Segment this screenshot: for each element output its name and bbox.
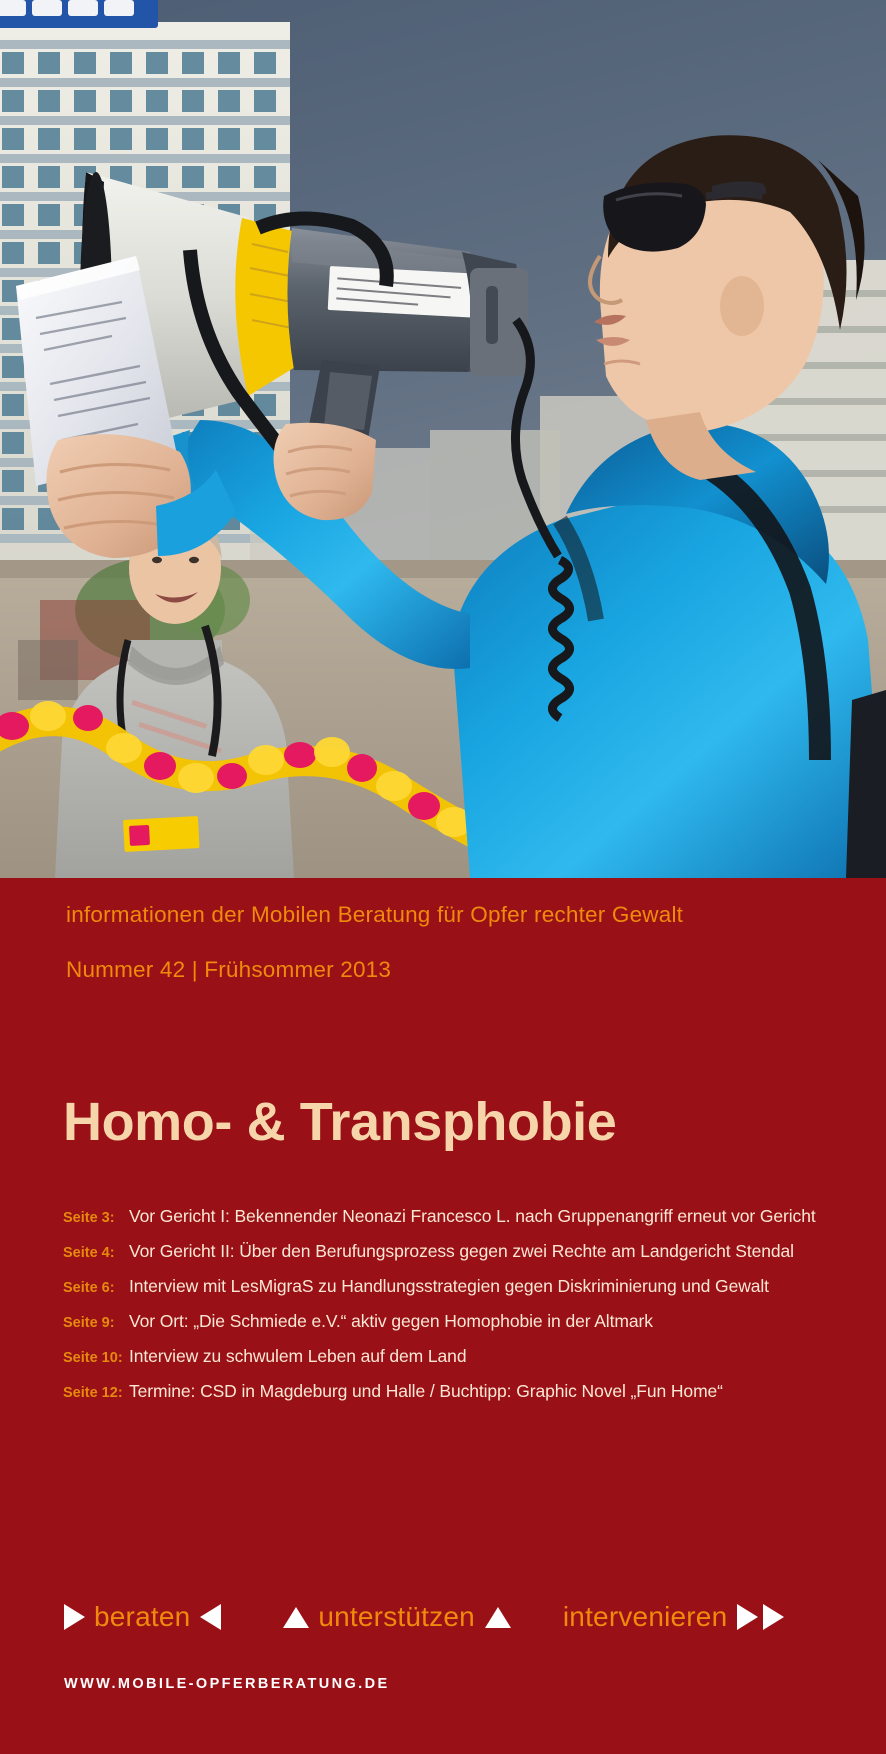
- triangle-right-icon: [763, 1604, 784, 1630]
- toc-page-label: Seite 6:: [63, 1280, 115, 1296]
- triangle-right-icon: [737, 1604, 758, 1630]
- blue-sign: [0, 0, 158, 28]
- cover-title: Homo- & Transphobie: [63, 1092, 617, 1153]
- slogan-group-unterstuetzen: [283, 1603, 511, 1631]
- triangle-left-icon: [200, 1604, 221, 1630]
- triangle-up-icon: [283, 1607, 309, 1628]
- sticker-badge: [123, 816, 200, 852]
- toc-item[interactable]: [63, 1276, 853, 1311]
- website-url[interactable]: WWW.MOBILE-OPFERBERATUNG.DE: [64, 1676, 390, 1692]
- slogan-group-beraten: [64, 1603, 221, 1631]
- slogan-group-intervenieren: [563, 1603, 784, 1631]
- slogan-word-unterstuetzen: unterstützen: [318, 1601, 475, 1632]
- toc-page-label: Seite 12:: [63, 1385, 123, 1401]
- toc-item-title: Vor Gericht II: Über den Berufungsprozess gegen zwei Rechte am Landgericht Stendal: [129, 1241, 794, 1261]
- masthead-kicker: [66, 904, 846, 981]
- table-of-contents: [63, 1206, 853, 1416]
- toc-page-label: Seite 10:: [63, 1350, 123, 1366]
- toc-page-label: Seite 4:: [63, 1245, 115, 1261]
- toc-item-title: Vor Ort: „Die Schmiede e.V.“ aktiv gegen Homophobie in der Altmark: [129, 1311, 653, 1331]
- red-info-panel: [0, 878, 886, 1754]
- slogan-word-beraten: beraten: [94, 1601, 191, 1632]
- toc-page-label: Seite 3:: [63, 1210, 115, 1226]
- toc-item-title: Interview zu schwulem Leben auf dem Land: [129, 1346, 467, 1366]
- slogan-bar: [64, 1597, 824, 1637]
- toc-item[interactable]: [63, 1381, 853, 1416]
- toc-item-title: Interview mit LesMigraS zu Handlungsstrategien gegen Diskriminierung und Gewalt: [129, 1276, 769, 1296]
- toc-item[interactable]: [63, 1241, 853, 1276]
- toc-page-label: Seite 9:: [63, 1315, 115, 1331]
- kicker-line-2: Nummer 42 | Frühsommer 2013: [66, 956, 392, 982]
- triangle-right-icon: [64, 1604, 85, 1630]
- kicker-line-1: informationen der Mobilen Beratung für Opfer rechter Gewalt: [66, 902, 684, 927]
- triangle-up-icon: [485, 1607, 511, 1628]
- slogan-word-intervenieren: intervenieren: [562, 1601, 728, 1632]
- toc-item[interactable]: [63, 1346, 853, 1381]
- toc-item[interactable]: [63, 1311, 853, 1346]
- toc-item-title: Vor Gericht I: Bekennender Neonazi Francesco L. nach Gruppenangriff erneut vor Gericht: [129, 1206, 816, 1226]
- toc-item-title: Termine: CSD in Magdeburg und Halle / Buchtipp: Graphic Novel „Fun Home“: [129, 1381, 723, 1401]
- toc-item[interactable]: [63, 1206, 853, 1241]
